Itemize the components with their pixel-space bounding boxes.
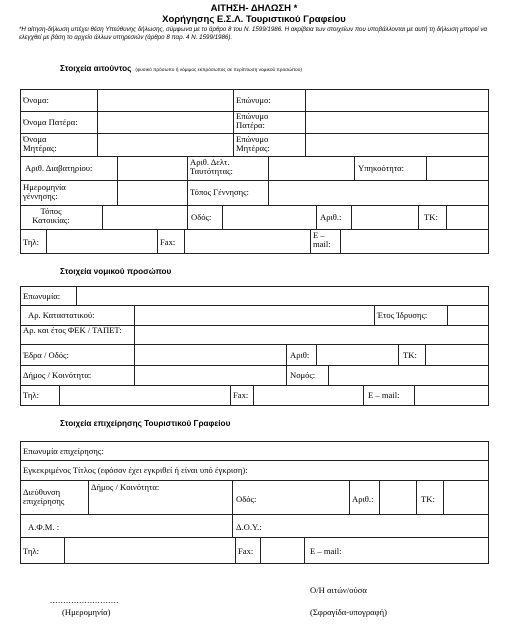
residence-field[interactable]	[102, 205, 188, 230]
mother-surname-field[interactable]	[305, 133, 489, 157]
number-field[interactable]	[351, 205, 419, 230]
legal-phone-field[interactable]	[59, 385, 231, 406]
legal-phone-label: Τηλ:	[23, 390, 39, 400]
number-label: Αριθ.:	[320, 212, 342, 222]
document-subtitle: Χορήγησης Ε.Σ.Λ. Τουριστικού Γραφείου	[162, 14, 346, 25]
document-title: ΑΙΤΗΣΗ- ΔΗΛΩΣΗ *	[210, 3, 298, 14]
legal-note: *Η αίτηση-δήλωση υπέχει θέση Υπεύθυνης δήλωσης, σύμφωνα με το άρθρο 8 του Ν. 1599/1986. Η ακρίβεια των στοιχείων που υποβάλλονται με αυτή τη δήλωση μπορεί να ελεγχθεί με βάση το αρχείο άλλων υπηρεσιών (άρθρο 8 παρ. 4 Ν. 1599/1986).	[19, 26, 488, 41]
agency-number-label: Αριθ.:	[352, 494, 374, 504]
company-name-label: Επωνυμία:	[23, 291, 61, 301]
applicant-heading	[60, 64, 302, 73]
doy-label: Δ.Ο.Υ.:	[236, 522, 262, 532]
gazette-field[interactable]	[134, 325, 489, 345]
father-name-label: Όνομα Πατέρα:	[23, 117, 78, 127]
father-surname-field[interactable]	[305, 111, 489, 134]
seat-street-field[interactable]	[134, 344, 287, 366]
postcode-label: ΤΚ:	[424, 212, 438, 222]
legal-entity-heading: Στοιχεία νομικού προσώπου	[60, 267, 172, 276]
founding-year-label: Έτος Ίδρυσης:	[377, 310, 428, 320]
address-label: Διεύθυνση επιχείρησης	[23, 487, 65, 506]
applicant-heading-text: Στοιχεία αιτούντος	[60, 64, 132, 73]
agency-street-label: Οδός:	[236, 494, 257, 504]
id-field[interactable]	[268, 156, 355, 181]
phone-label: Τηλ:	[23, 237, 39, 247]
prefecture-field[interactable]	[328, 365, 489, 386]
business-name-label: Επωνυμία επιχείρησης:	[23, 446, 104, 456]
phone-field[interactable]	[46, 229, 158, 254]
legal-number-field[interactable]	[316, 344, 399, 366]
agency-postcode-label: ΤΚ:	[421, 494, 435, 504]
email-label: E – mail:	[313, 230, 331, 249]
postcode-field[interactable]	[446, 205, 489, 230]
email-field[interactable]	[340, 229, 489, 254]
founding-year-field[interactable]	[447, 305, 489, 326]
passport-label: Αριθ. Διαβατηρίου:	[25, 163, 93, 173]
agency-email-label: E – mail:	[310, 546, 342, 556]
gazette-label: Αρ. και έτος ΦΕΚ / ΤΑΠΕΤ:	[23, 325, 122, 335]
statute-field[interactable]	[134, 305, 375, 326]
agency-phone-label: Τηλ:	[23, 546, 39, 556]
seat-street-label: Έδρα / Οδός:	[23, 350, 69, 360]
number-divider	[379, 480, 380, 515]
fax-label: Fax:	[160, 237, 176, 247]
legal-fax-field[interactable]	[253, 385, 364, 406]
name-label: Όνομα:	[23, 95, 49, 105]
applicant-heading-note: (φυσικό πρόσωπο ή νόμιμος εκπρόσωπος σε περίπτωση νομικού προσώπου)	[135, 68, 302, 73]
nationality-label: Υπηκοότητα:	[358, 163, 405, 173]
date-line: ..........................	[50, 595, 119, 605]
legal-municipality-field[interactable]	[134, 365, 287, 386]
street-field[interactable]	[222, 205, 317, 230]
agency-phone-field[interactable]	[64, 537, 236, 564]
postcode-divider	[443, 480, 444, 515]
legal-postcode-field[interactable]	[425, 344, 489, 366]
birth-date-field[interactable]	[117, 180, 188, 206]
birth-place-label: Τόπος Γέννησης:	[190, 187, 249, 197]
mother-name-field[interactable]	[97, 133, 234, 157]
mother-name-label: Όνομα Μητέρας:	[23, 134, 57, 153]
statute-label: Αρ. Καταστατικού:	[28, 310, 95, 320]
afm-label: Α.Φ.Μ. :	[28, 522, 60, 532]
street-label: Οδός:	[191, 212, 212, 222]
company-name-field[interactable]	[76, 286, 489, 306]
date-label: (Ημερομηνία)	[62, 607, 111, 617]
nationality-field[interactable]	[426, 156, 489, 181]
doy-field[interactable]	[232, 514, 489, 538]
agency-municipality-label: Δήμος / Κοινότητα:	[91, 482, 160, 492]
residence-label: Τόπος Κατοικίας:	[32, 206, 70, 225]
legal-postcode-label: ΤΚ:	[403, 350, 417, 360]
agency-heading: Στοιχεία επιχείρησης Τουριστικού Γραφείου	[60, 419, 231, 428]
applicant-signatory: Ο/Η αιτών/ούσα	[310, 585, 367, 595]
legal-email-label: E – mail:	[368, 390, 400, 400]
legal-number-label: Αριθ:	[290, 350, 310, 360]
fax-field[interactable]	[184, 229, 311, 254]
legal-email-field[interactable]	[414, 385, 489, 406]
mother-surname-label: Επώνυμο Μητέρας:	[236, 134, 270, 153]
approved-title-label: Εγκεκριμένος Τίτλος (εφόσον έχει εγκριθεί ή είναι υπό έγκριση):	[23, 465, 248, 475]
father-surname-label: Επώνυμο Πατέρα:	[236, 111, 269, 130]
signature-label: (Σφραγίδα-υπογραφή)	[310, 607, 387, 617]
agency-fax-label: Fax:	[238, 546, 254, 556]
surname-field[interactable]	[305, 89, 489, 112]
id-label: Αριθ. Δελτ. Ταυτότητας:	[190, 157, 233, 176]
agency-fax-field[interactable]	[260, 537, 305, 564]
legal-municipality-label: Δήμος / Κοινότητα:	[23, 370, 92, 380]
prefecture-label: Νομός:	[290, 370, 316, 380]
passport-field[interactable]	[117, 156, 188, 181]
birth-place-field[interactable]	[268, 180, 489, 206]
birth-date-label: Ημερομηνία γέννησης:	[23, 182, 66, 201]
name-field[interactable]	[97, 89, 234, 112]
surname-label: Επώνυμο:	[236, 95, 271, 105]
father-name-field[interactable]	[97, 111, 234, 134]
legal-fax-label: Fax:	[233, 390, 249, 400]
